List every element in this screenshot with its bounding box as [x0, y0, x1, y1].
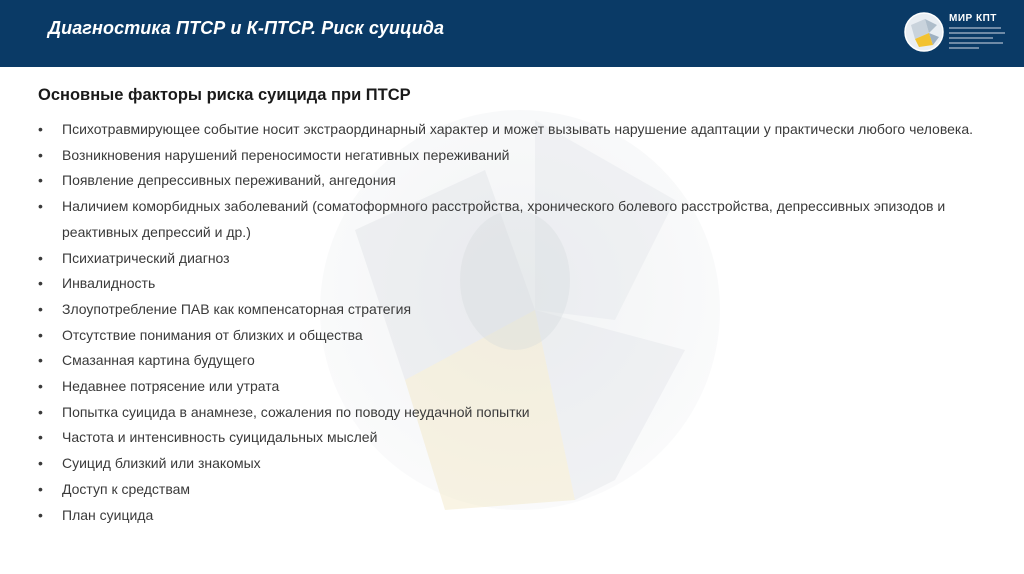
main-content — [38, 86, 998, 528]
bullet-icon: • — [38, 326, 43, 343]
list-item-text: Инвалидность — [62, 275, 156, 292]
list-item-text: Наличием коморбидных заболеваний (соматоформного расстройства, хронического болевого расстройства, депрессивных эпизодов и реактивных депрессий и др.) — [62, 198, 946, 240]
list-item — [38, 323, 998, 349]
bullet-icon: • — [38, 480, 43, 497]
bullet-icon: • — [38, 378, 43, 395]
list-item-text: Суицид близкий или знакомых — [62, 455, 261, 472]
bullet-icon: • — [38, 506, 43, 523]
list-item-text: Психотравмирующее событие носит экстраординарный характер и может вызывать нарушение адаптации у практически любого человека. — [62, 121, 974, 137]
bullet-icon: • — [38, 403, 43, 420]
bullet-icon: • — [38, 352, 43, 369]
list-item — [38, 194, 998, 245]
list-item — [38, 168, 998, 194]
bullet-icon: • — [38, 249, 43, 266]
list-item — [38, 451, 998, 477]
bullet-icon: • — [38, 121, 43, 137]
list-item-text: Психиатрический диагноз — [62, 249, 230, 266]
header-bar — [0, 0, 1024, 67]
list-item-text: Возникновения нарушений переносимости негативных переживаний — [62, 146, 510, 163]
list-item — [38, 143, 998, 169]
list-item-text: Частота и интенсивность суицидальных мыслей — [62, 429, 378, 446]
bullet-icon: • — [38, 198, 43, 215]
list-item — [38, 271, 998, 297]
logo — [903, 9, 1013, 59]
list-item-text: Злоупотребление ПАВ как компенсаторная стратегия — [62, 300, 412, 317]
slide-title: Диагностика ПТСР и К-ПТСР. Риск суицида — [48, 18, 445, 38]
list-item — [38, 503, 998, 529]
logo-text: МИР КПТ — [949, 13, 997, 24]
logo-subtext — [949, 27, 1005, 52]
bullet-icon: • — [38, 300, 43, 317]
list-item — [38, 348, 998, 374]
globe-logo-icon — [903, 11, 945, 53]
list-item — [38, 297, 998, 323]
list-item — [38, 374, 998, 400]
list-item-text: Появление депрессивных переживаний, ангедония — [62, 172, 396, 189]
list-item-text: Доступ к средствам — [62, 480, 191, 497]
list-item-text: Попытка суицида в анамнезе, сожаления по поводу неудачной попытки — [62, 403, 530, 420]
bullet-icon: • — [38, 275, 43, 292]
bullet-icon: • — [38, 172, 43, 189]
list-item — [38, 477, 998, 503]
bullet-icon: • — [38, 146, 43, 163]
list-item — [38, 400, 998, 426]
list-item-text: Отсутствие понимания от близких и общества — [62, 326, 363, 343]
list-item-text: Недавнее потрясение или утрата — [62, 378, 280, 395]
section-title: Основные факторы риска суицида при ПТСР — [38, 86, 411, 104]
bullet-icon: • — [38, 455, 43, 472]
list-item-text: План суицида — [62, 506, 154, 523]
list-item — [38, 246, 998, 272]
bullet-icon: • — [38, 429, 43, 446]
list-item-text: Смазанная картина будущего — [62, 352, 255, 369]
factors-list — [38, 117, 998, 528]
list-item — [38, 425, 998, 451]
list-item — [38, 117, 998, 143]
